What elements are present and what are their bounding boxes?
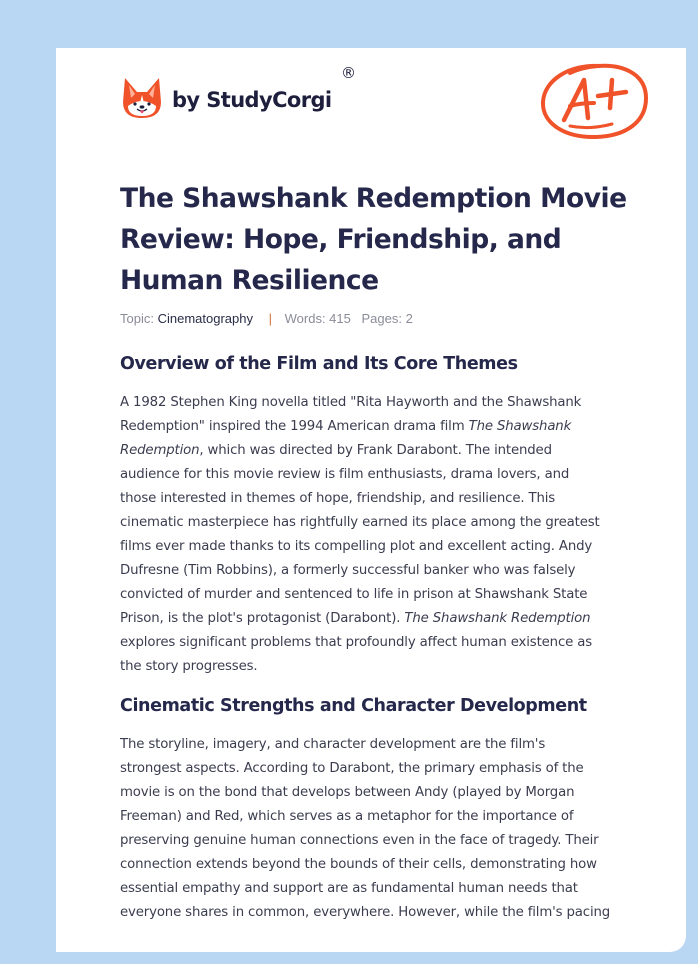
brand-name: by StudyCorgi xyxy=(172,88,332,112)
page-title: The Shawshank Redemption Movie Review: Hope, Friendship, and Human Resilience xyxy=(120,183,627,296)
document-card xyxy=(56,48,686,952)
topic-link[interactable]: Cinematography xyxy=(157,311,253,326)
a-plus-grade-icon xyxy=(540,60,650,142)
section-paragraph: A 1982 Stephen King novella titled "Rita Hayworth and the Shawshank Redemption" inspired the 1994 American drama film The Shawshank Redemption, which was directed by Frank Darabont. The intended audience for this movie review is film enthusiasts, drama lovers, and those interested in themes of hope, friendship, and resilience. This cinematic masterpiece has rightfully earned its place among the greatest films ever made thanks to its compelling plot and excellent acting. Andy Dufresne (Tim Robbins), a formerly successful banker who was falsely convicted of murder and sentenced to life in prison at Shawshank State Prison, is the plot's protagonist (Darabont). The Shawshank Redemption explores significant problems that profoundly affect human existence as the story progresses. xyxy=(120,395,600,674)
corgi-logo-icon xyxy=(122,76,162,120)
word-count: Words: 415 xyxy=(284,311,351,326)
meta-separator: | xyxy=(268,311,272,326)
registered-mark: ® xyxy=(341,64,356,82)
studycorgi-logo[interactable] xyxy=(122,76,332,120)
topic-label: Topic: xyxy=(120,311,154,326)
section-paragraph: The storyline, imagery, and character development are the film's strongest aspects. According to Darabont, the primary emphasis of the movie is on the bond that develops between Andy (played by Morgan Freeman) and Red, which serves as a metaphor for the importance of preserving genuine human connections even in the face of tragedy. Their connection extends beyond the bounds of their cells, demonstrating how essential empathy and support are as fundamental human needs that everyone shares in common, everywhere. However, while the film's pacing xyxy=(120,737,611,920)
page-count: Pages: 2 xyxy=(361,311,413,326)
section-heading: Cinematic Strengths and Character Development xyxy=(120,696,587,716)
article-meta xyxy=(120,311,413,326)
section-heading: Overview of the Film and Its Core Themes xyxy=(120,354,518,374)
